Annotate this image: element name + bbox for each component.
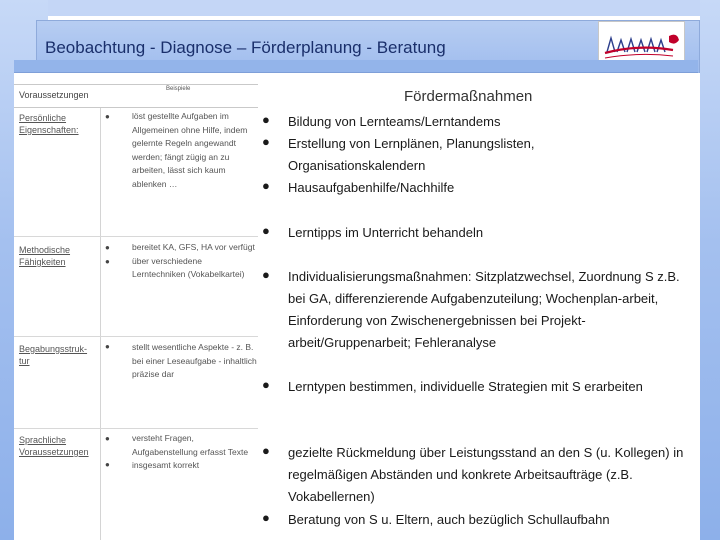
bullet-icon: ●	[105, 257, 110, 266]
header-beispiele: Beispiele	[166, 86, 191, 92]
row-label-personal-traits: Persönliche Eigenschaften:	[19, 113, 79, 135]
row-divider	[14, 428, 258, 429]
header-voraussetzungen: Voraussetzungen	[19, 90, 89, 100]
bullet-icon: ●	[262, 377, 270, 392]
slide-background-right	[700, 0, 720, 540]
bullet-icon: ●	[262, 443, 270, 458]
slide-background-top	[0, 0, 720, 16]
measure-item: Lerntipps im Unterricht behandeln	[288, 225, 484, 240]
bullet-icon: ●	[262, 112, 270, 127]
measures-heading: Fördermaßnahmen	[404, 88, 533, 105]
measure-item: Lerntypen bestimmen, individuelle Strategien mit S erarbeiten	[288, 379, 643, 394]
row-divider	[14, 336, 258, 337]
bullet-icon: ●	[262, 510, 270, 525]
row-label-language-skills: Sprachliche Voraussetzungen	[19, 435, 89, 457]
bullet-icon: ●	[105, 243, 110, 252]
row-label-methodical-skills: Methodische Fähigkeiten	[19, 245, 71, 267]
measure-item: Beratung von S u. Eltern, auch bezüglich Schullaufbahn	[288, 512, 610, 527]
bullet-icon: ●	[262, 223, 270, 238]
conditions-label-column	[14, 84, 101, 540]
measure-item: Hausaufgabenhilfe/Nachhilfe	[288, 180, 455, 195]
bullet-icon: ●	[105, 342, 110, 351]
header-divider-bar	[14, 60, 698, 73]
bullet-icon: ●	[262, 178, 270, 193]
measure-item: Erstellung von Lernplänen, Planungslisten, Organisationskalendern	[288, 136, 535, 173]
slide-title: Beobachtung - Diagnose – Förderplanung - Beratung	[45, 38, 446, 57]
measure-item: Individualisierungsmaßnahmen: Sitzplatzwechsel, Zuordnung S z.B. bei GA, differenzierende Aufgabenzuteilung; Wochenplan-arbeit, Einforderung von Zwischenergebnissen bei Projekt-arbeit/Gruppenarbeit; Fehleranalyse	[288, 269, 680, 350]
row-example-text: versteht Fragen, Aufgabenstellung erfasst Texte insgesamt korrekt	[132, 433, 249, 470]
row-label-talent-structure: Begabungsstruk-tur	[19, 344, 88, 366]
row-example-text: löst gestellte Aufgaben im Allgemeinen ohne Hilfe, indem gelernte Regeln angewandt werden; fängt zügig an zu arbeiten, lässt sich kaum ablenken …	[132, 111, 248, 189]
row-divider	[14, 236, 258, 237]
bullet-icon: ●	[262, 134, 270, 149]
row-example-text: stellt wesentliche Aspekte - z. B. bei einer Leseaufgabe - inhaltlich präzise dar	[132, 342, 257, 379]
bullet-icon: ●	[105, 112, 110, 121]
bullet-icon: ●	[105, 434, 110, 443]
measure-item: Bildung von Lernteams/Lerntandems	[288, 114, 501, 129]
bullet-icon: ●	[105, 460, 110, 469]
measure-item: gezielte Rückmeldung über Leistungsstand an den S (u. Kollegen) in regelmäßigen Abständen und konkrete Arbeitsaufträge (z.B. Vokabellernen)	[288, 445, 684, 504]
row-example-text: bereitet KA, GFS, HA vor verfügt über verschiedene Lerntechniken (Vokabelkartei)	[132, 242, 255, 279]
bullet-icon: ●	[262, 267, 270, 282]
